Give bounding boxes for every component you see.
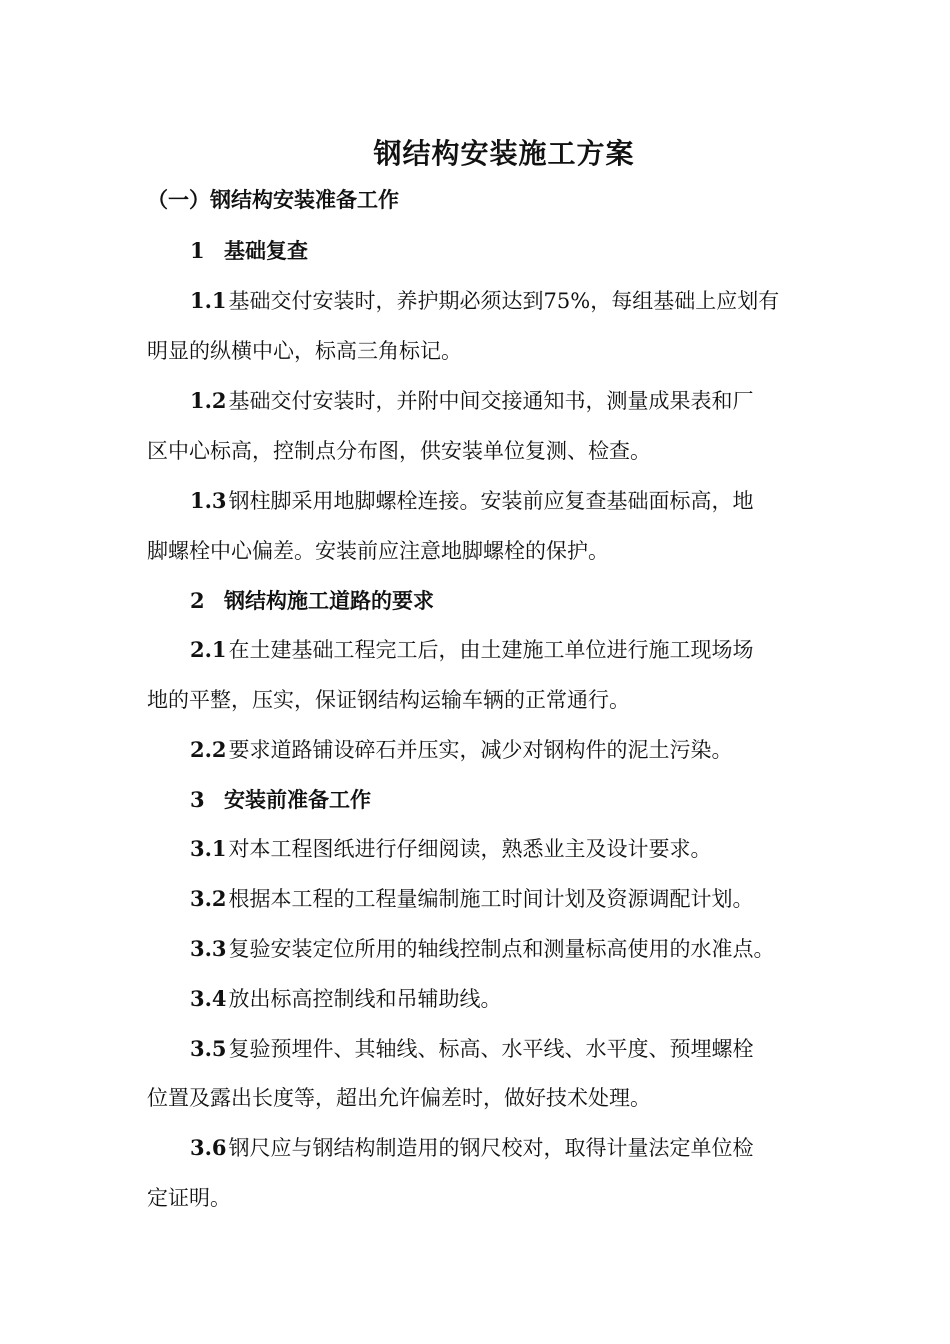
item-number: 3.4 [190, 986, 227, 1011]
item-number: 3.2 [190, 886, 227, 911]
paragraph-2-1-line-2: 地的平整，压实，保证钢结构运输车辆的正常通行。 [147, 688, 630, 712]
paragraph-3-3 [190, 935, 775, 963]
section-title: 基础复查 [224, 238, 308, 263]
section-heading-1 [190, 237, 308, 265]
section-number: 1 [190, 238, 205, 263]
paragraph-1-3-line-2: 脚螺栓中心偏差。安装前应注意地脚螺栓的保护。 [147, 539, 609, 563]
paragraph-2-1-line-1 [190, 636, 754, 664]
section-heading-2 [190, 587, 434, 615]
item-text: 在土建基础工程完工后，由土建施工单位进行施工现场场 [228, 638, 754, 662]
item-number: 1.3 [190, 488, 227, 513]
document-title: 钢结构安装施工方案 [373, 137, 635, 170]
item-number: 3.1 [190, 836, 227, 861]
section-number: 2 [190, 588, 205, 613]
section-heading-3 [190, 786, 371, 814]
item-text: 基础交付安装时，养护期必须达到75%，每组基础上应划有 [228, 289, 780, 313]
item-number: 2.1 [190, 637, 227, 662]
item-number: 3.3 [190, 936, 227, 961]
paragraph-3-5-line-2: 位置及露出长度等，超出允许偏差时，做好技术处理。 [147, 1086, 651, 1110]
item-text: 要求道路铺设碎石并压实，减少对钢构件的泥土污染。 [228, 738, 733, 762]
paragraph-3-4 [190, 985, 502, 1013]
item-text: 复验安装定位所用的轴线控制点和测量标高使用的水准点。 [228, 937, 775, 961]
paragraph-1-1-line-1 [190, 287, 779, 315]
item-number: 1.2 [190, 388, 227, 413]
item-text: 基础交付安装时，并附中间交接通知书，测量成果表和厂 [228, 389, 754, 413]
section-number: 3 [190, 787, 205, 812]
item-text: 钢尺应与钢结构制造用的钢尺校对，取得计量法定单位检 [228, 1136, 754, 1160]
section-title: 钢结构施工道路的要求 [224, 588, 434, 613]
item-number: 2.2 [190, 737, 227, 762]
item-text: 放出标高控制线和吊辅助线。 [228, 987, 502, 1011]
paragraph-1-3-line-1 [190, 487, 754, 515]
paragraph-2-2 [190, 736, 733, 764]
section-title: 安装前准备工作 [224, 787, 371, 812]
paragraph-3-6-line-1 [190, 1134, 754, 1162]
paragraph-3-6-line-2: 定证明。 [147, 1186, 231, 1210]
item-text: 复验预埋件、其轴线、标高、水平线、水平度、预埋螺栓 [228, 1037, 754, 1061]
item-text: 根据本工程的工程量编制施工时间计划及资源调配计划。 [228, 887, 754, 911]
paragraph-1-2-line-2: 区中心标高，控制点分布图，供安装单位复测、检查。 [147, 439, 651, 463]
item-text: 对本工程图纸进行仔细阅读，熟悉业主及设计要求。 [228, 837, 712, 861]
item-number: 1.1 [190, 288, 227, 313]
paragraph-3-5-line-1 [190, 1035, 754, 1063]
paragraph-1-2-line-1 [190, 387, 754, 415]
part-heading: （一）钢结构安装准备工作 [147, 187, 399, 212]
item-number: 3.6 [190, 1135, 227, 1160]
paragraph-3-2 [190, 885, 754, 913]
paragraph-1-1-line-2: 明显的纵横中心，标高三角标记。 [147, 339, 462, 363]
paragraph-3-1 [190, 835, 712, 863]
item-text: 钢柱脚采用地脚螺栓连接。安装前应复查基础面标高，地 [228, 489, 754, 513]
item-number: 3.5 [190, 1036, 227, 1061]
